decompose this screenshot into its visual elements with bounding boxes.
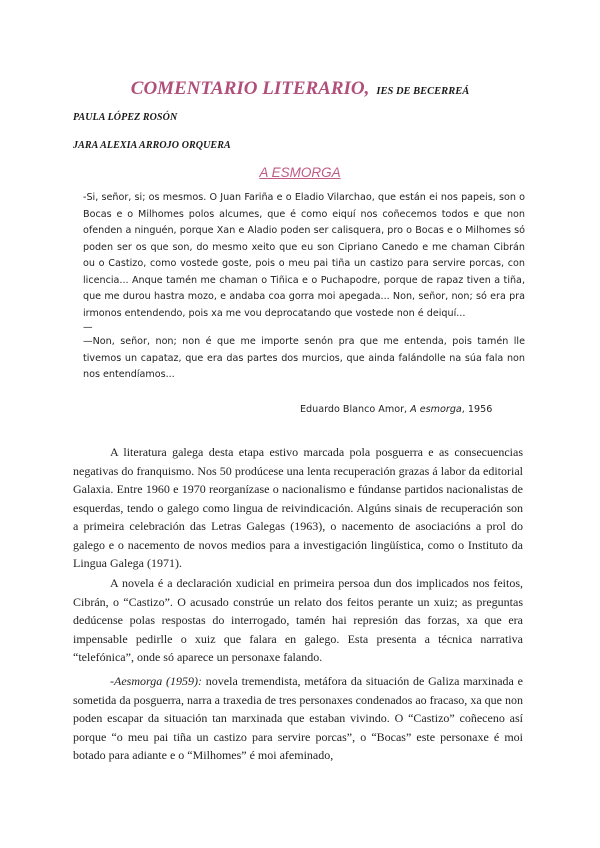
citation-work: A esmorga — [410, 404, 462, 415]
body-section — [73, 443, 523, 573]
body-section — [73, 672, 523, 765]
document-title: COMENTARIO LITERARIO — [130, 78, 365, 99]
quote-paragraph: -Si, señor, si; os mesmos. O Juan Fariña e o Eladio Vilarchao, que están ei nos papeis, son o Bocas e o Milhomes polos alcumes, que é como eiquí nos coñecemos todos e que non ofenden a ninguén, porque Xan e Aladio poden ser calisquera, pro o Bocas e o Milhomes só poden ser os que son, do mesmo xeito que eu son Cipriano Canedo e me chaman Cibrán ou o Castizo, como vostede goste, pois o meu pai tiña un castizo para servire porcas, con licencia... Anque tamén me chaman o Tiñica e o Puchapodre, porque de rapaz tiven a tiña, que me durou hastra mozo, e andaba coa gorra moi apegada... Non, señor, non; só era pra irmonos entendendo, pois xa me vou deprocatando que vostede non é deiquí... — [83, 192, 525, 319]
citation-author: Eduardo Blanco Amor, — [300, 404, 408, 415]
author-name: PAULA LÓPEZ ROSÓN — [73, 112, 178, 123]
citation-year: , 1956 — [461, 404, 493, 415]
novel-reference: -Aesmorga (1959): — [110, 674, 202, 688]
author-name: JARA ALEXIA ARROJO ORQUERA — [73, 140, 231, 151]
body-paragraph-text: novela tremendista, metáfora da situación de Galiza marxinada e sometida da posguerra, narra a traxedia de tres personaxes condenados ao fracaso, xa que non poden escapar da situación tan marxinada que estaban vivindo. O “Castizo” coñeceno así porque “o meu pai tiña un castizo para servire porcas”, o “Bocas” este personaxe é moi botado para adiante e o “Milhomes” é moi afeminado, — [73, 674, 523, 762]
body-paragraph: A novela é a declaración xudicial en primeira persoa dun dos implicados nos feitos, Cibrán, o “Castizo”. O acusado constrúe un relato dos feitos perante un xuiz; as preguntas dedúcense polas respostas do interrogado, tamén hai represión das forzas, xa que era impensable pedirlle o xuiz que falara en galego. Esta presenta a técnica narrativa “telefónica”, onde só aparece un personaxe falando. — [73, 576, 523, 664]
quote-paragraph: —Non, señor, non; non é que me importe senón pra que me entenda, pois tamén lle tivemos un capataz, que era das partes dos murcios, que ainda falándolle na súa fala non nos entendíamos... — [83, 336, 525, 380]
school-name: IES DE BECERREÁ — [376, 86, 470, 97]
quote-citation — [300, 404, 560, 415]
body-paragraph — [73, 672, 523, 765]
quote-dash: — — [83, 322, 93, 333]
work-title: A ESMORGA — [259, 165, 341, 180]
title-comma: , — [364, 78, 370, 99]
quote-block — [83, 190, 525, 384]
document-header — [0, 78, 600, 100]
body-section — [73, 574, 523, 667]
body-paragraph: A literatura galega desta etapa estivo marcada pola posguerra e as consecuencias negativas do franquismo. Nos 50 prodúcese una lenta recuperación grazas á labor da editorial Galaxia. Entre 1960 e 1970 reorganízase o nacionalismo e fúndanse partidos nacionalistas de esquerdas, tendo o galego como lingua de reivindicación. Algúns sinais de recuperación son a primeira celebración das Letras Galegas (1963), o nacemento de asociacións a prol do galego e o nacemento de novos medios para a investigación lingüística, como o Instituto da Lingua Galega (1971). — [73, 445, 523, 570]
